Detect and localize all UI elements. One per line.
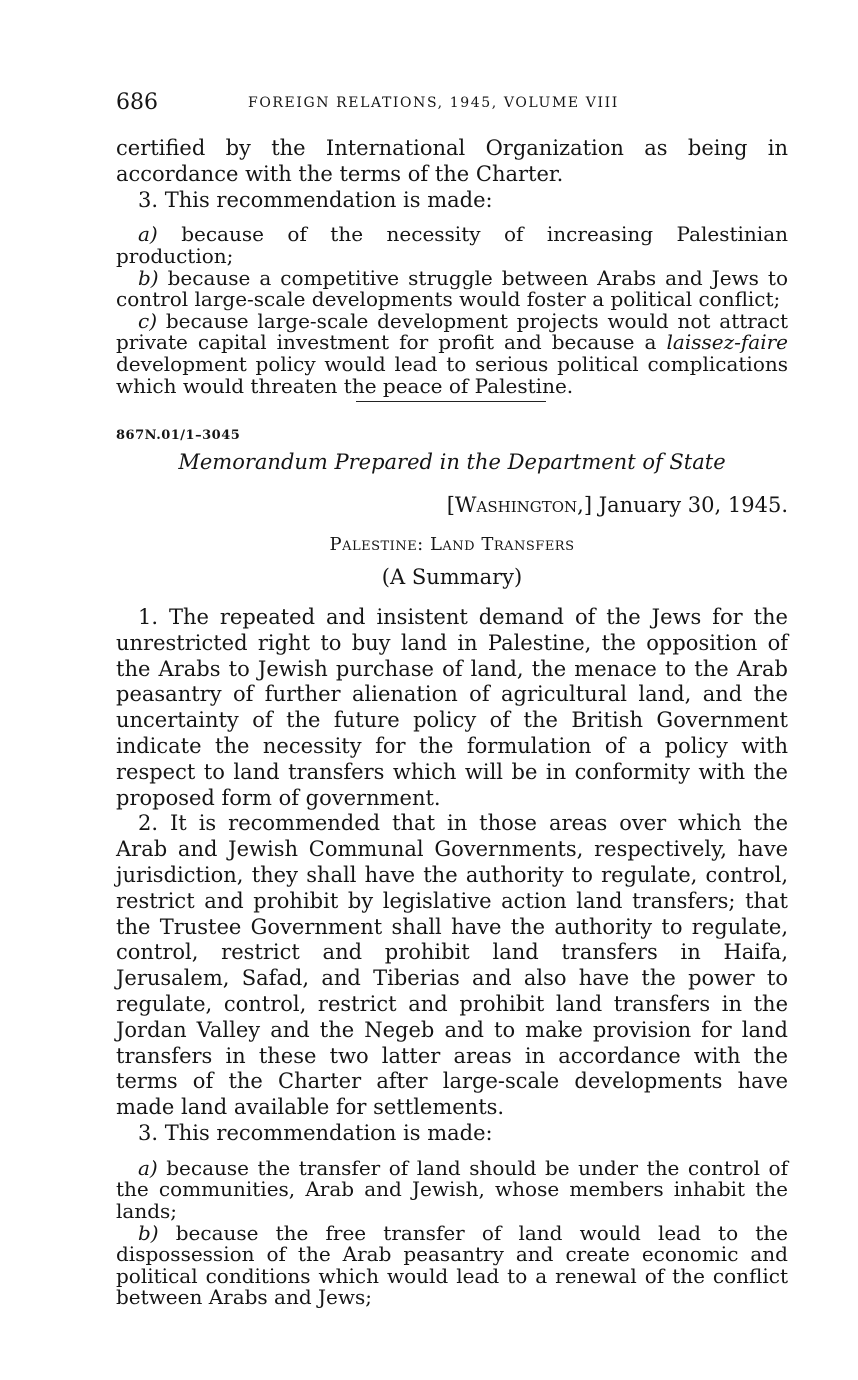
paragraph: 1. The repeated and insistent demand of the Jews for the unrestricted right to buy land in Palestine, the opposition of the Arabs to Jewish purchase of land, the menace to the Arab peasantry of further alienation of agricultural land, and the uncertainty of the future policy of the British Government indicate the necessity for the formulation of a policy with respect to land transfers which will be in conformity with the proposed form of government. (116, 605, 788, 810)
running-title: FOREIGN RELATIONS, 1945, VOLUME VIII (248, 95, 619, 111)
item-label: a) (138, 1155, 158, 1180)
item-label: a) (138, 222, 158, 247)
memo-subheading: (A Summary) (381, 565, 523, 589)
reason-list (116, 1155, 789, 1310)
paragraph: 2. It is recommended that in those areas over which the Arab and Jewish Communal Governments, respectively, have jurisdiction, they shall have the authority to regulate, control, restrict and prohibit by legislative action land transfers; that the Trustee Government shall have the authority to regulate, control, restrict and prohibit land transfers in Haifa, Jerusalem, Safad, and Tiberias and also have the power to regulate, control, restrict and prohibit land transfers in the Jordan Valley and the Negeb and to make provision for land transfers in these two latter areas in accordance with the terms of the Charter after large-scale developments have made land available for settlements. (116, 811, 788, 1120)
item-label: b) (138, 1220, 159, 1245)
paragraph: 3. This recommendation is made: (138, 1120, 493, 1145)
page-number: 686 (116, 90, 158, 115)
page-header (116, 90, 788, 120)
list-item: a) because of the necessity of increasing Palestinian production; (116, 222, 788, 268)
recommendation-intro: 3. This recommendation is made: (138, 187, 493, 212)
list-item: b) because a competitive struggle between Arabs and Jews to control large-scale developments would foster a political conflict; (116, 265, 789, 312)
list-item: b) because the free transfer of land would lead to the dispossession of the Arab peasantry and create economic and political conditions which would lead to a renewal of the conflict between Arabs and Jews; (116, 1220, 789, 1310)
italic-term: laissez-faire (666, 330, 789, 355)
dateline-date: January 30, 1945. (598, 493, 788, 517)
dateline-place: [Washington,] (446, 493, 593, 517)
memo-heading: Palestine: Land Transfers (329, 534, 575, 555)
item-label: b) (138, 265, 159, 290)
list-item: a) because the transfer of land should be under the control of the communities, Arab and Jewish, whose members inhabit the lands; (116, 1155, 788, 1223)
memo-body (116, 605, 788, 1309)
continuation-paragraph: certified by the International Organization as being in accordance with the terms of the Charter. (116, 136, 788, 186)
memo-title: Memorandum Prepared in the Department of State (178, 450, 726, 474)
list-item: c) because large-scale development projects would not attract private capital investment for profit and because a laissez-faire development policy would lead to serious political complications which would threaten the peace of Palestine. (116, 308, 789, 398)
file-number: 867N.01/1–3045 (116, 428, 241, 443)
section-divider (356, 401, 546, 402)
dateline (116, 493, 788, 517)
item-label: c) (138, 308, 158, 333)
reason-list (116, 224, 788, 397)
section-one (116, 136, 788, 397)
